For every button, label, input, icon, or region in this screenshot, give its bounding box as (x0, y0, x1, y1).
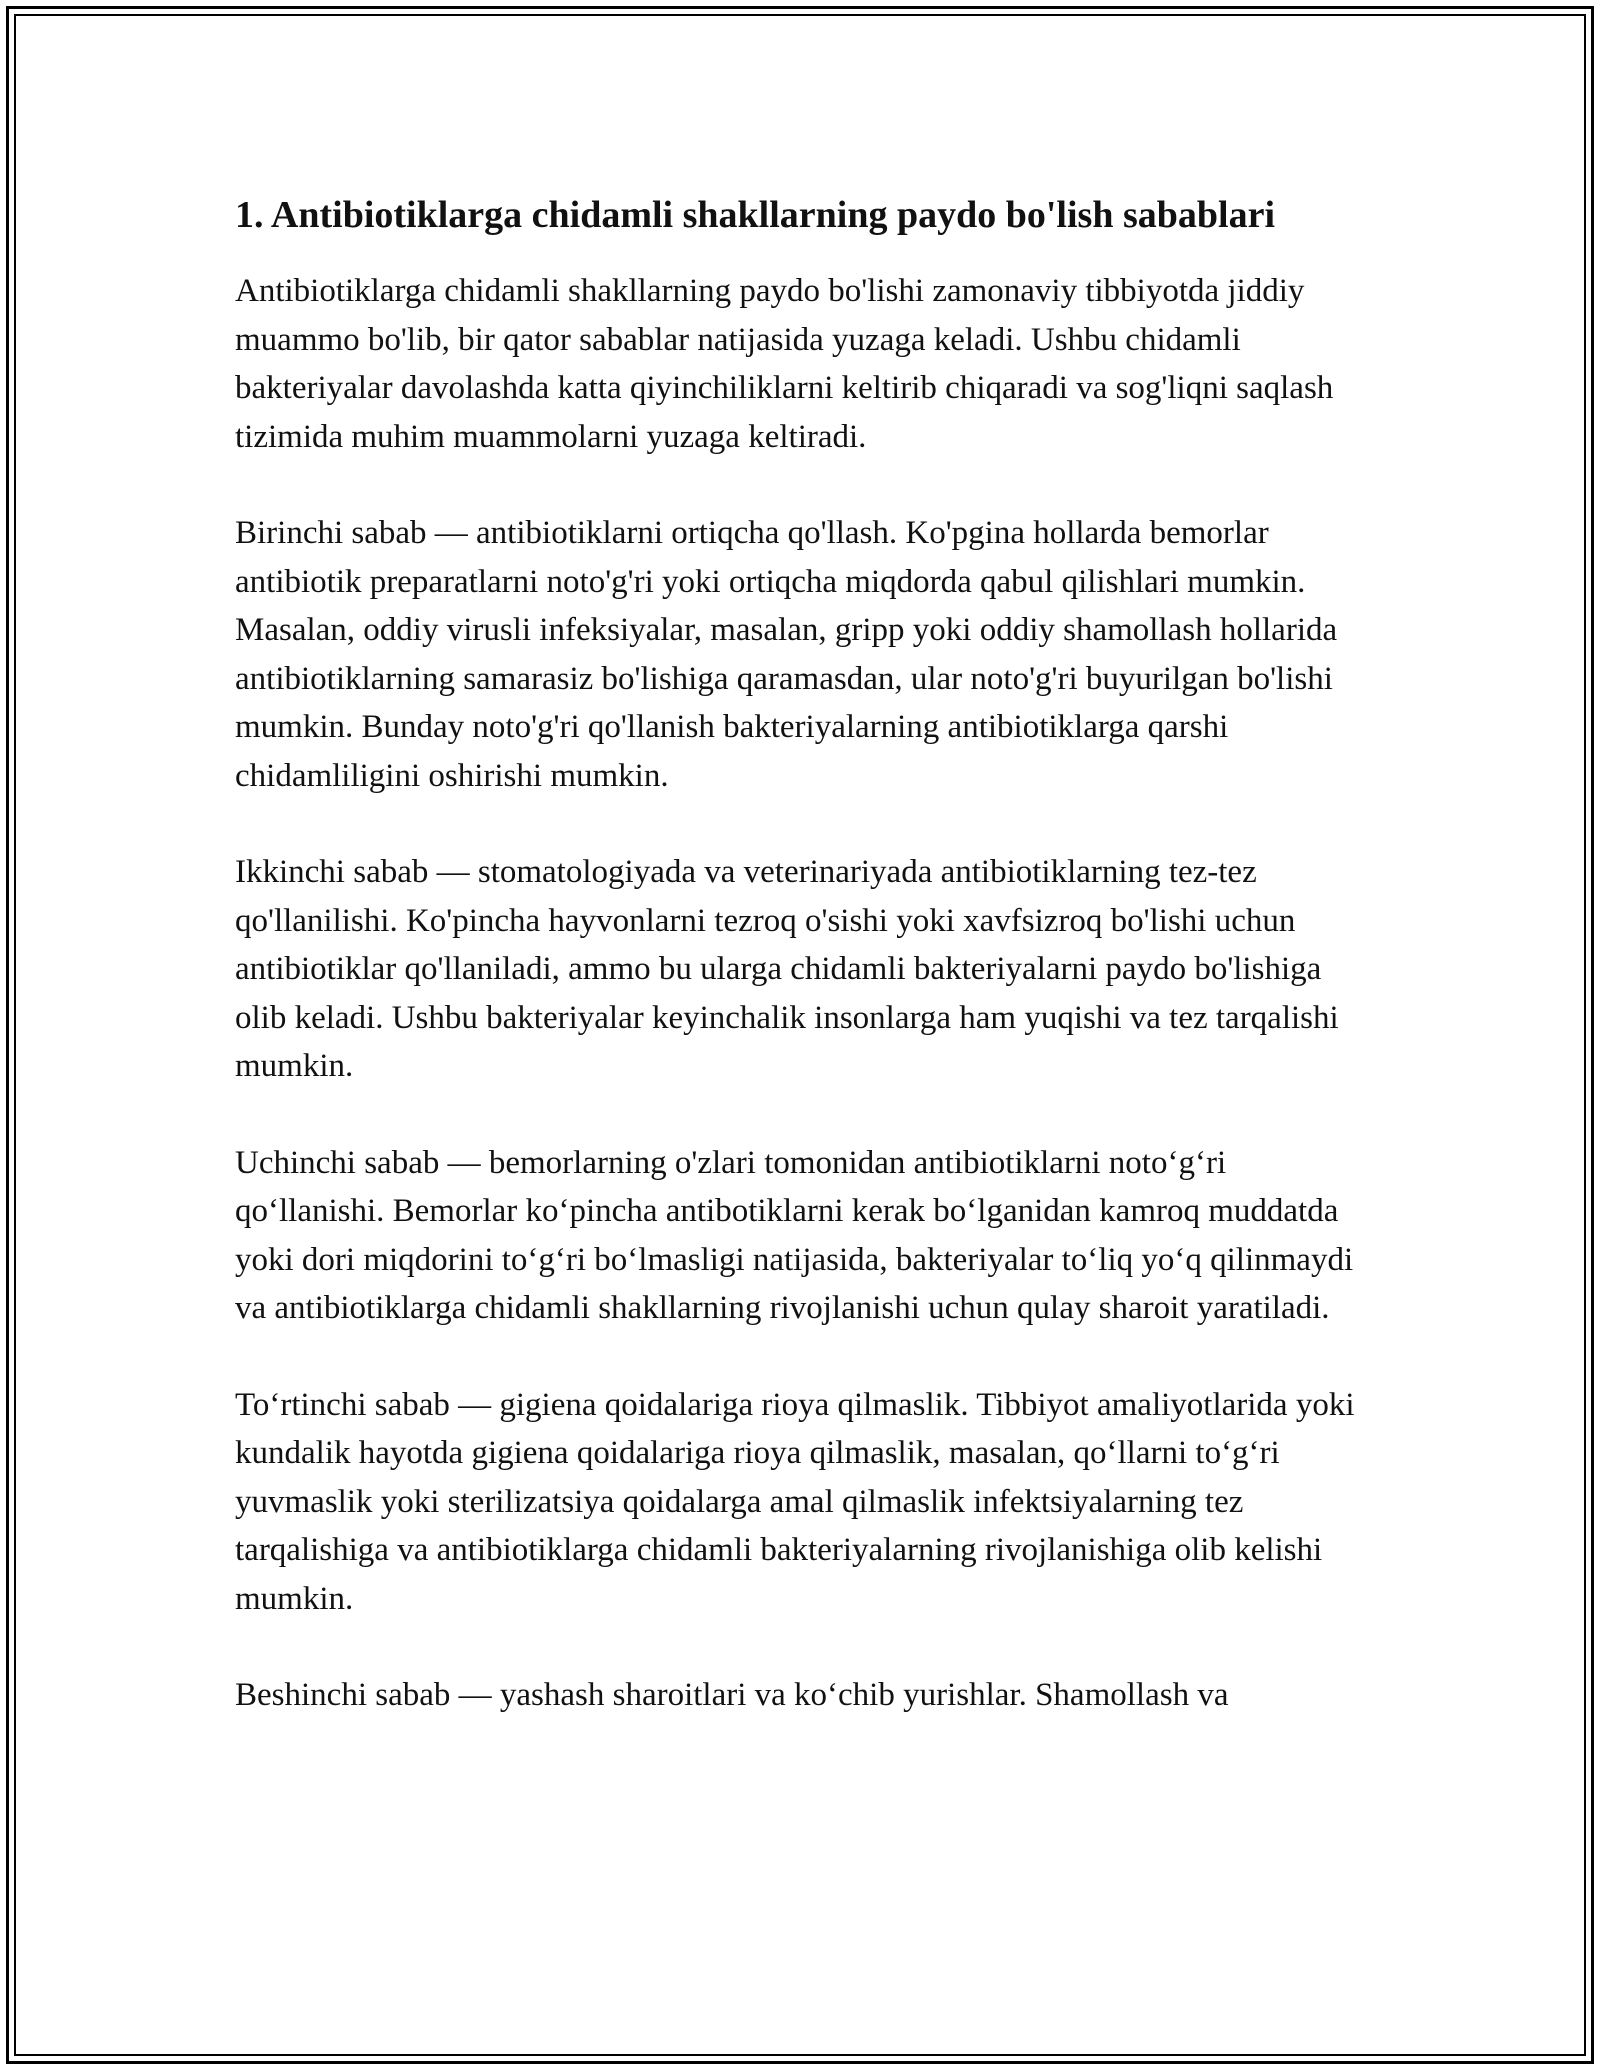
paragraph-first-reason: Birinchi sabab — antibiotiklarni ortiqcha qo'llash. Ko'pgina hollarda bemorlar antibiotik preparatlarni noto'g'ri yoki ortiqcha miqdorda qabul qilishlari mumkin. Masalan, oddiy virusli infeksiyalar, masalan, gripp yoki oddiy shamollash hollarida antibiotiklarning samarasiz bo'lishiga qaramasdan, ular noto'g'ri buyurilgan bo'lishi mumkin. Bunday noto'g'ri qo'llanish bakteriyalarning antibiotiklarga qarshi chidamliligini oshirishi mumkin. (235, 515, 1338, 794)
document-body (235, 188, 1365, 1768)
paragraph-second-reason: Ikkinchi sabab — stomatologiyada va veterinariyada antibiotiklarning tez-tez qo'llanilishi. Ko'pincha hayvonlarni tezroq o'sishi yoki xavfsizroq bo'lishi uchun antibiotiklar qo'llaniladi, ammo bu ularga chidamli bakteriyalarni paydo bo'lishiga olib keladi. Ushbu bakteriyalar keyinchalik insonlarga ham yuqishi va tez tarqalishi mumkin. (235, 854, 1339, 1084)
paragraph-intro: Antibiotiklarga chidamli shakllarning paydo bo'lishi zamonaviy tibbiyotda jiddiy muammo bo'lib, bir qator sabablar natijasida yuzaga keladi. Ushbu chidamli bakteriyalar davolashda katta qiyinchiliklarni keltirib chiqaradi va sog'liqni saqlash tizimida muhim muammolarni yuzaga keltiradi. (235, 273, 1334, 455)
section-heading: 1. Antibiotiklarga chidamli shakllarning paydo bo'lish sabablari (235, 194, 1276, 236)
paragraph-fourth-reason: To‘rtinchi sabab — gigiena qoidalariga rioya qilmaslik. Tibbiyot amaliyotlarida yoki kundalik hayotda gigiena qoidalariga rioya qilmaslik, masalan, qo‘llarni to‘g‘ri yuvmaslik yoki sterilizatsiya qoidalarga amal qilmaslik infektsiyalarning tez tarqalishiga va antibiotiklarga chidamli bakteriyalarning rivojlanishiga olib kelishi mumkin. (235, 1386, 1355, 1617)
paragraph-fifth-reason: Beshinchi sabab — yashash sharoitlari va ko‘chib yurishlar. Shamollash va (235, 1677, 1229, 1713)
paragraph-third-reason: Uchinchi sabab — bemorlarning o'zlari tomonidan antibiotiklarni noto‘g‘ri qo‘llanishi. Bemorlar ko‘pincha antibotiklarni kerak bo‘lganidan kamroq muddatda yoki dori miqdorini to‘g‘ri bo‘lmasligi natijasida, bakteriyalar to‘liq yo‘q qilinmaydi va antibiotiklarga chidamli shakllarning rivojlanishi uchun qulay sharoit yaratiladi. (235, 1144, 1354, 1326)
